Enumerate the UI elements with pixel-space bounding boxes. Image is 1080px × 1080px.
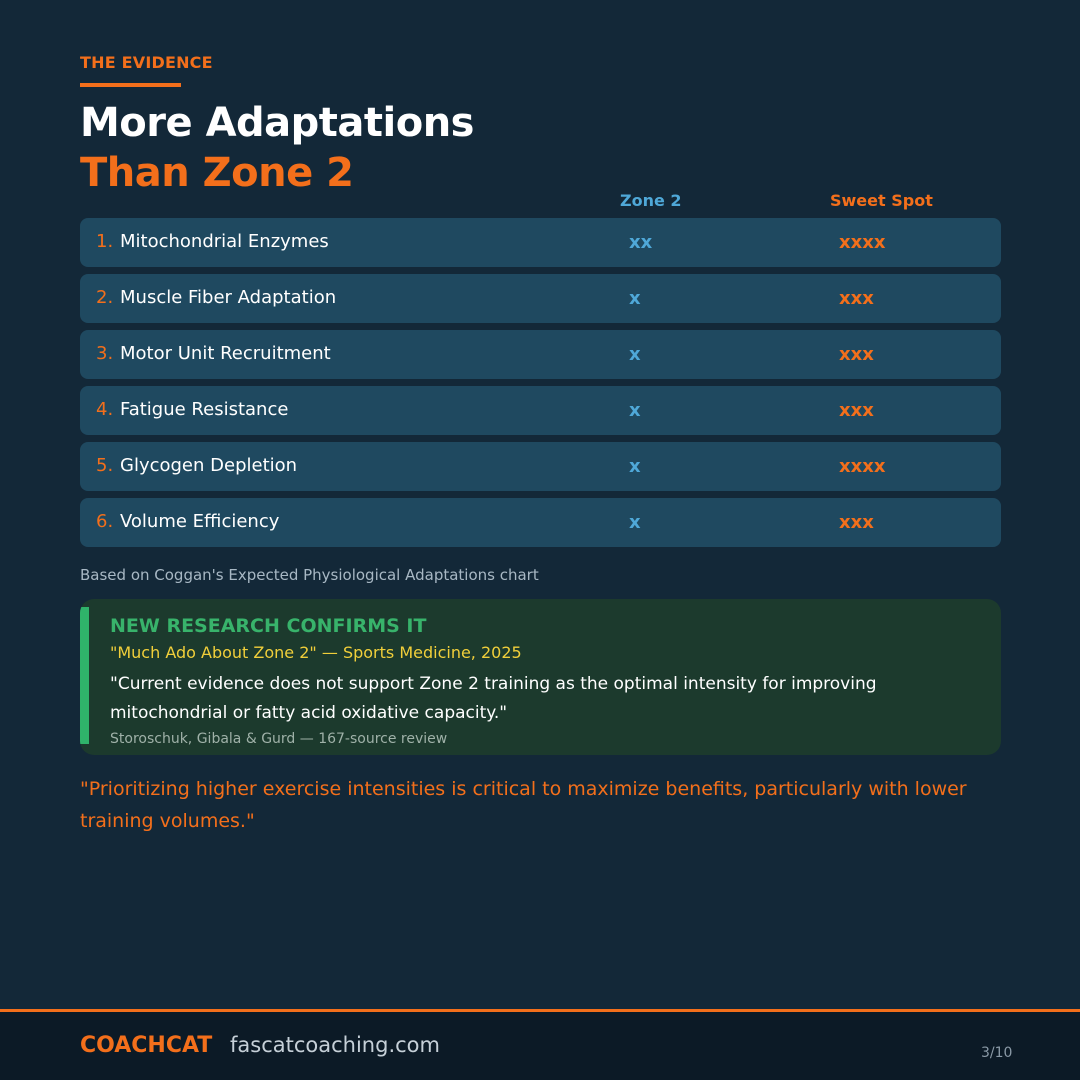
row-label: Mitochondrial Enzymes (120, 231, 329, 252)
page-title-line1: More Adaptations (80, 100, 474, 146)
table-row (80, 442, 1001, 491)
row-zone2-rating: x (629, 288, 641, 309)
row-label: Muscle Fiber Adaptation (120, 287, 337, 308)
row-number: 3. (96, 343, 114, 364)
row-sweet-spot-rating: xxx (839, 344, 874, 365)
row-sweet-spot-rating: xxxx (839, 456, 886, 477)
footer (0, 1009, 1080, 1080)
row-zone2-rating: x (629, 456, 641, 477)
row-label: Volume Efficiency (120, 511, 280, 532)
research-citation: "Much Ado About Zone 2" — Sports Medicine, 2025 (110, 643, 522, 662)
eyebrow-underline (80, 83, 181, 87)
table-row (80, 218, 1001, 267)
research-quote: "Current evidence does not support Zone 2 training as the optimal intensity for improving mitochondrial or fatty acid oxidative capacity." (110, 674, 877, 723)
pull-quote: "Prioritizing higher exercise intensities is critical to maximize benefits, particularly with lower training volumes." (80, 778, 967, 832)
website-url: fascatcoaching.com (230, 1033, 440, 1057)
row-sweet-spot-rating: xxxx (839, 232, 886, 253)
table-row (80, 330, 1001, 379)
row-number: 5. (96, 455, 114, 476)
row-zone2-rating: x (629, 400, 641, 421)
row-label: Fatigue Resistance (120, 399, 289, 420)
brand-logo: COACHCAT (80, 1033, 213, 1058)
row-zone2-rating: xx (629, 232, 653, 253)
row-label: Glycogen Depletion (120, 455, 298, 476)
column-header-sweet-spot: Sweet Spot (830, 191, 933, 210)
research-callout (80, 599, 1001, 755)
row-zone2-rating: x (629, 344, 641, 365)
table-row (80, 386, 1001, 435)
page-indicator: 3/10 (981, 1045, 1013, 1061)
source-note: Based on Coggan's Expected Physiological Adaptations chart (80, 566, 539, 584)
adaptations-table (80, 218, 1001, 554)
callout-accent-bar (80, 607, 89, 744)
page-title-line2: Than Zone 2 (80, 150, 354, 196)
column-header-zone2: Zone 2 (620, 191, 682, 210)
table-row (80, 274, 1001, 323)
research-heading: NEW RESEARCH CONFIRMS IT (110, 615, 427, 637)
table-row (80, 498, 1001, 547)
research-authors: Storoschuk, Gibala & Gurd — 167-source review (110, 731, 448, 747)
row-number: 1. (96, 231, 114, 252)
row-sweet-spot-rating: xxx (839, 288, 874, 309)
row-number: 2. (96, 287, 114, 308)
row-sweet-spot-rating: xxx (839, 400, 874, 421)
row-number: 6. (96, 511, 114, 532)
section-eyebrow: THE EVIDENCE (80, 53, 213, 72)
row-label: Motor Unit Recruitment (120, 343, 331, 364)
row-zone2-rating: x (629, 512, 641, 533)
row-sweet-spot-rating: xxx (839, 512, 874, 533)
row-number: 4. (96, 399, 114, 420)
